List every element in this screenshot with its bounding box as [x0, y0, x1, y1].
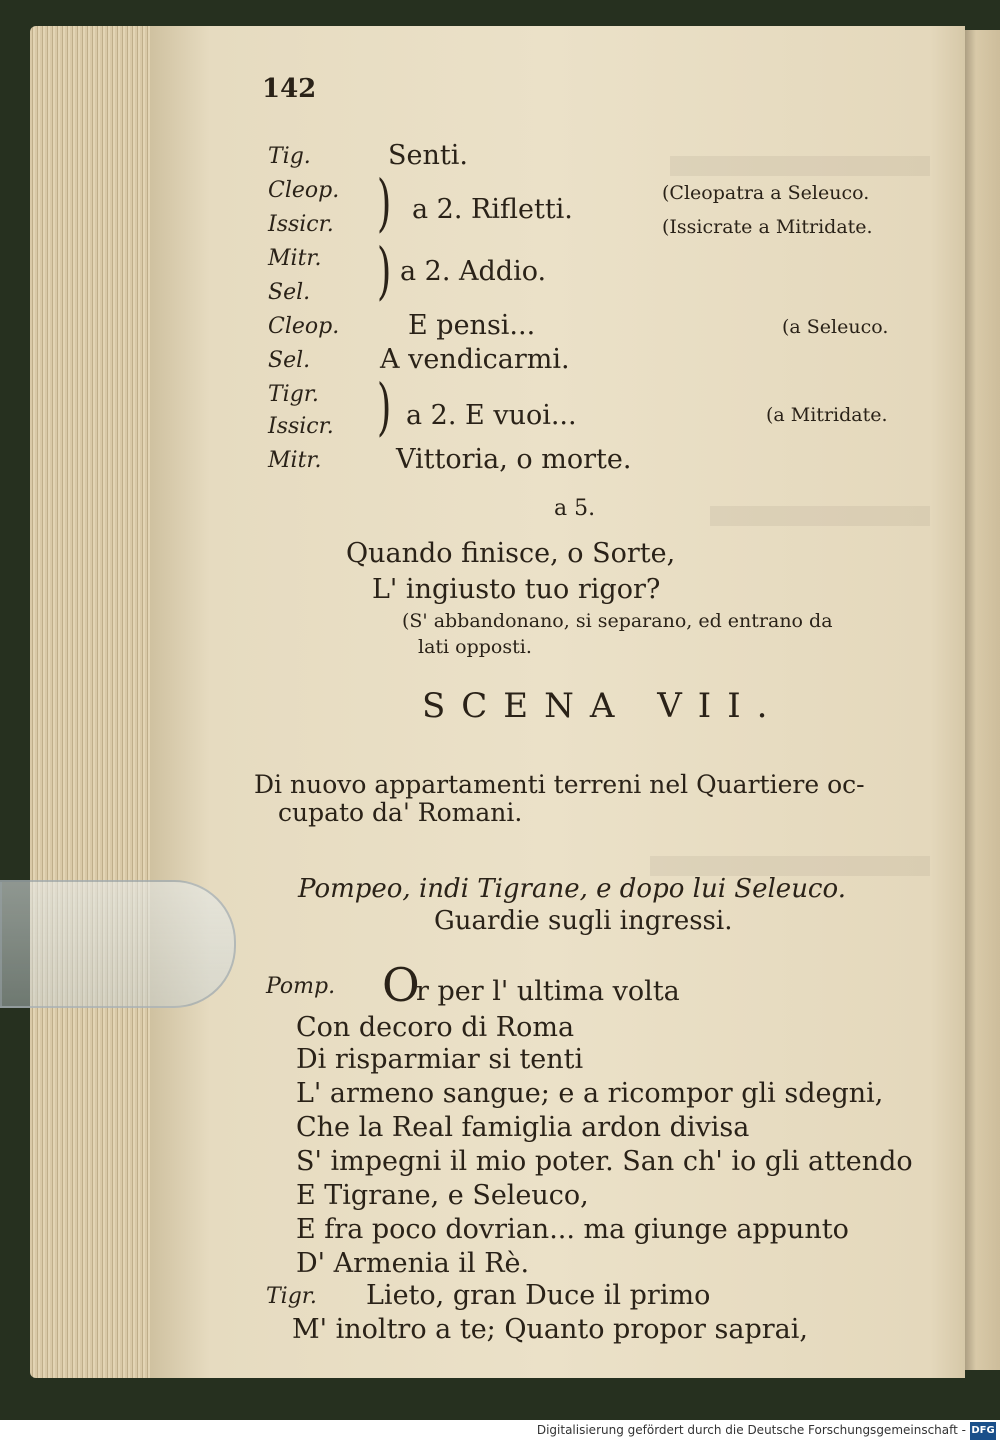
- line-text: Vittoria, o morte.: [396, 444, 632, 475]
- stage-note: (Cleopatra a Seleuco.: [662, 182, 870, 204]
- speaker: Sel.: [268, 348, 311, 373]
- line-text: A vendicarmi.: [380, 344, 570, 375]
- line-text: E pensi...: [408, 310, 536, 341]
- speaker: Pomp.: [266, 974, 336, 999]
- brace: ): [376, 166, 392, 239]
- line-text: Senti.: [388, 140, 468, 171]
- book-page: [150, 26, 965, 1378]
- verse-line: Che la Real famiglia ardon divisa: [296, 1112, 750, 1143]
- facing-page-edge: [960, 30, 1000, 1370]
- speaker: Issicr.: [268, 212, 334, 237]
- speaker: Sel.: [268, 280, 311, 305]
- speaker: Issicr.: [268, 414, 334, 439]
- bleed-through: [670, 156, 930, 176]
- speaker: Cleop.: [268, 314, 340, 339]
- verse-line: r per l' ultima volta: [416, 976, 680, 1007]
- stage-direction: (S' abbandonano, si separano, ed entrano da: [402, 610, 833, 632]
- speaker: Tig.: [268, 144, 311, 169]
- verse-line: E Tigrane, e Seleuco,: [296, 1180, 589, 1211]
- stage-direction: lati opposti.: [418, 636, 532, 658]
- speaker: Cleop.: [268, 178, 340, 203]
- speaker: Mitr.: [268, 448, 322, 473]
- footer-credit: Digitalisierung gefördert durch die Deutsche Forschungsgemeinschaft -: [536, 1423, 966, 1437]
- bleed-through: [710, 506, 930, 526]
- stage-note: (a Seleuco.: [782, 316, 889, 338]
- stage-note: (Issicrate a Mitridate.: [662, 216, 873, 238]
- setting-line: cupato da' Romani.: [278, 798, 523, 827]
- verse-line: E fra poco dovrian... ma giunge appunto: [296, 1214, 849, 1245]
- line-text: a 2. Rifletti.: [412, 194, 573, 225]
- verse-line: D' Armenia il Rè.: [296, 1248, 530, 1279]
- ensemble-marker: a 5.: [554, 496, 596, 521]
- scene-heading: SCENA VII.: [422, 686, 784, 726]
- verse-line: Di risparmiar si tenti: [296, 1044, 584, 1075]
- speaker: Tigr.: [268, 382, 319, 407]
- characters-line: Guardie sugli ingressi.: [434, 906, 733, 936]
- brace: ): [376, 234, 392, 307]
- speaker: Tigr.: [266, 1284, 317, 1309]
- line-text: a 2. E vuoi...: [406, 400, 577, 431]
- characters-line: Pompeo, indi Tigrane, e dopo lui Seleuco.: [298, 874, 846, 904]
- page-weight-holder: [0, 880, 236, 1008]
- bleed-through: [650, 856, 930, 876]
- stage-note: (a Mitridate.: [766, 404, 888, 426]
- drop-cap: O: [382, 958, 420, 1012]
- verse-line: Quando finisce, o Sorte,: [346, 538, 676, 569]
- verse-line: Con decoro di Roma: [296, 1012, 575, 1043]
- verse-line: L' armeno sangue; e a ricompor gli sdegni,: [296, 1078, 884, 1109]
- dfg-logo: DFG: [970, 1422, 996, 1440]
- verse-line: S' impegni il mio poter. San ch' io gli attendo: [296, 1146, 913, 1177]
- verse-line: M' inoltro a te; Quanto propor saprai,: [292, 1314, 808, 1345]
- verse-line: L' ingiusto tuo rigor?: [372, 574, 661, 605]
- setting-line: Di nuovo appartamenti terreni nel Quartiere oc-: [254, 770, 865, 799]
- footer-bar: [0, 1420, 1000, 1444]
- brace: ): [376, 370, 392, 443]
- speaker: Mitr.: [268, 246, 322, 271]
- page-edges: [30, 26, 170, 1378]
- line-text: a 2. Addio.: [400, 256, 547, 287]
- page-number: 142: [262, 74, 317, 104]
- verse-line: Lieto, gran Duce il primo: [366, 1280, 711, 1311]
